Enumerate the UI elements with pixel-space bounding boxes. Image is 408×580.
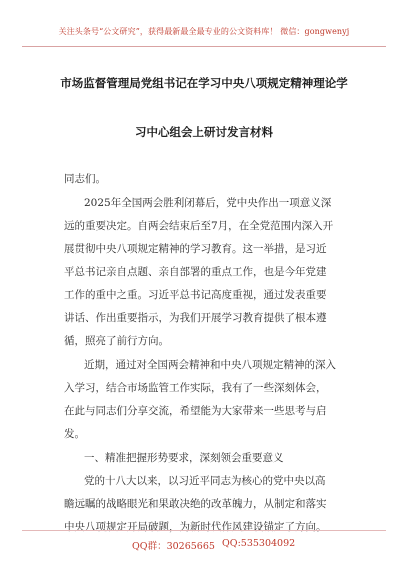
body-line: 讲话、作出重要指示，为我们开展学习教育提供了根本遵 bbox=[64, 312, 327, 324]
body-line: 党的十八大以来，以习近平同志为核心的党中央以高 bbox=[84, 475, 326, 487]
body-line: 远的重要决定。自两会结束后至7月，在全党范围内深入开 bbox=[64, 220, 334, 232]
body-line: 展贯彻中央八项规定精神的学习教育。这一举措，是习近 bbox=[64, 243, 327, 255]
document-title-line-2: 习中心组会上研讨发言材料 bbox=[135, 125, 273, 139]
body-line: 中央八项规定开局破题，为新时代作风建设锚定了方向。 bbox=[64, 521, 327, 533]
header-divider bbox=[22, 46, 386, 47]
body-line: 入学习，结合市场监管工作实际，我有了一些深刻体会， bbox=[64, 382, 327, 394]
footer-qq-number: QQ:535304092 bbox=[222, 538, 296, 549]
document-title-line-1: 市场监督管理局党组书记在学习中央八项规定精神理论学 bbox=[60, 76, 348, 90]
body-line: 瞻远瞩的战略眼光和果敢决绝的改革魄力，从制定和落实 bbox=[64, 498, 327, 510]
footer-divider bbox=[22, 530, 386, 531]
body-line: 2025年全国两会胜利闭幕后，党中央作出一项意义深 bbox=[84, 197, 332, 209]
body-line: 平总书记亲自点题、亲自部署的重点工作，也是今年党建 bbox=[64, 266, 327, 278]
body-line: 循，照亮了前行方向。 bbox=[64, 335, 169, 347]
header-banner: 关注头条号“公文研究”，获得最新最全最专业的公文资料库！ 微信：gongwenyj bbox=[58, 27, 350, 36]
body-line: 发。 bbox=[64, 428, 85, 440]
section-heading: 一、精准把握形势要求，深刻领会重要意义 bbox=[84, 452, 284, 464]
body-line: 近期，通过对全国两会精神和中央八项规定精神的深入 bbox=[84, 359, 336, 371]
body-line: 在此与同志们分享交流，希望能为大家带来一些思考与启 bbox=[64, 405, 327, 417]
footer-qq-group: QQ群：30265665 bbox=[132, 541, 215, 552]
body-line: 同志们。 bbox=[64, 173, 106, 185]
body-line: 工作的重中之重。习近平总书记高度重视，通过发表重要 bbox=[64, 289, 327, 301]
